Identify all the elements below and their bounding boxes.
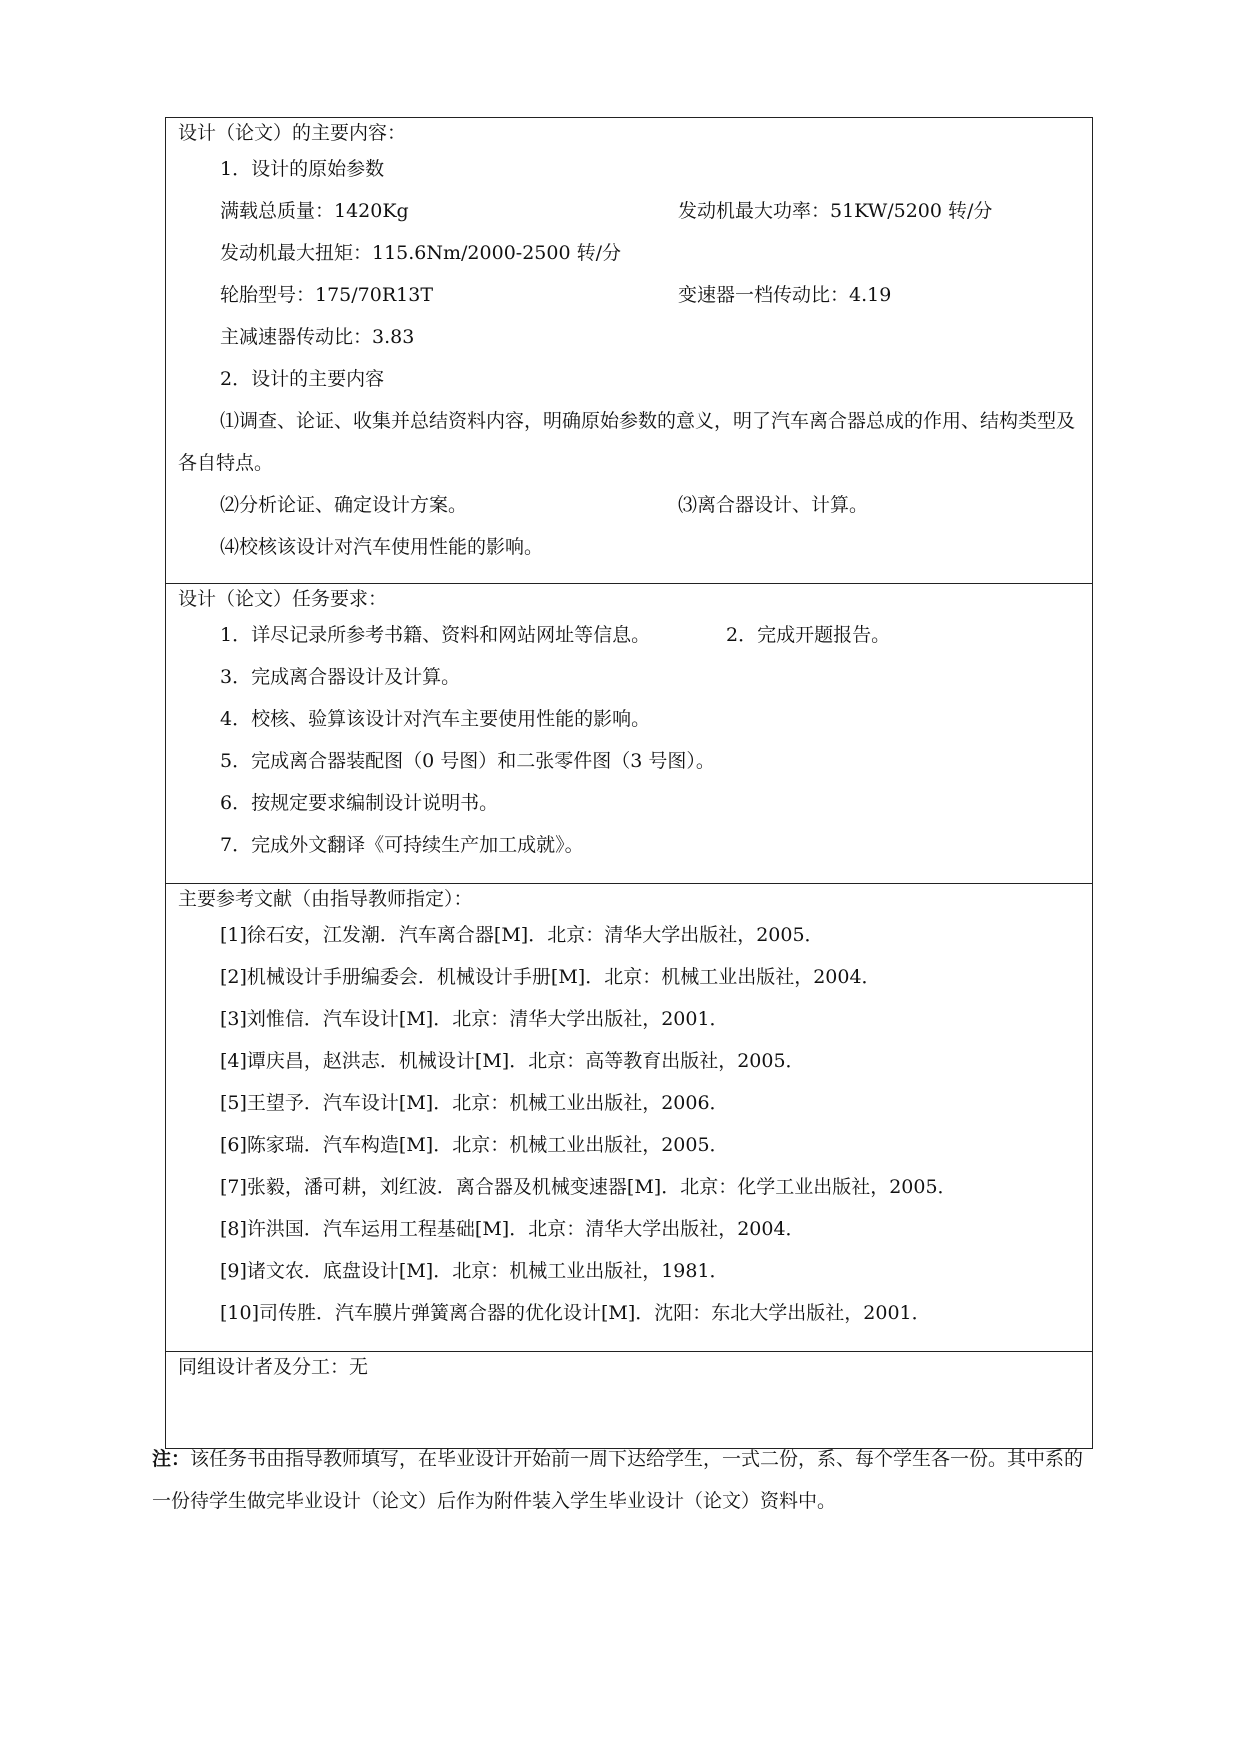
reference-item: [9]诸文农．底盘设计[M]．北京：机械工业出版社，1981． <box>220 1260 729 1282</box>
content-item: ⑷校核该设计对汽车使用性能的影响。 <box>220 536 544 558</box>
group-section <box>166 1352 1092 1448</box>
requirement-item: 7．完成外文翻译《可持续生产加工成就》。 <box>220 834 584 856</box>
param-final-drive: 主减速器传动比：3.83 <box>220 326 415 348</box>
group-text: 同组设计者及分工：无 <box>178 1356 369 1378</box>
requirement-item: 1．详尽记录所参考书籍、资料和网站网址等信息。 <box>220 624 651 646</box>
footnote-text: 该任务书由指导教师填写，在毕业设计开始前一周下达给学生，一式二份，系、每个学生各一份。其中系的一份待学生做完毕业设计（论文）后作为附件装入学生毕业设计（论文）资料中。 <box>152 1448 1084 1512</box>
section-heading: 设计（论文）任务要求： <box>178 588 388 610</box>
reference-item: [6]陈家瑞．汽车构造[M]．北京：机械工业出版社，2005． <box>220 1134 729 1156</box>
reference-item: [3]刘惟信．汽车设计[M]．北京：清华大学出版社，2001． <box>220 1008 729 1030</box>
section-heading: 主要参考文献（由指导教师指定）： <box>178 888 473 910</box>
reference-item: [2]机械设计手册编委会．机械设计手册[M]．北京：机械工业出版社，2004． <box>220 966 881 988</box>
param-max-power: 发动机最大功率：51KW/5200 转/分 <box>678 200 993 222</box>
reference-item: [7]张毅，潘可耕，刘红波．离合器及机械变速器[M]．北京：化学工业出版社，2005． <box>220 1176 957 1198</box>
content-item: ⑵分析论证、确定设计方案。 <box>220 494 468 516</box>
content-title: 2．设计的主要内容 <box>220 368 385 390</box>
content-item: ⑴调查、论证、收集并总结资料内容，明确原始参数的意义，明了汽车离合器总成的作用、结构类型及各自特点。 <box>178 410 1076 474</box>
section-heading: 设计（论文）的主要内容： <box>178 122 407 144</box>
reference-item: [8]许洪国．汽车运用工程基础[M]．北京：清华大学出版社，2004． <box>220 1218 805 1240</box>
param-gear-ratio: 变速器一档传动比：4.19 <box>678 284 892 306</box>
reference-item: [5]王望予．汽车设计[M]．北京：机械工业出版社，2006． <box>220 1092 729 1114</box>
requirement-item: 2．完成开题报告。 <box>726 624 891 646</box>
param-max-torque: 发动机最大扭矩：115.6Nm/2000-2500 转/分 <box>220 242 622 264</box>
footnote <box>152 1438 1092 1522</box>
main-content-section <box>166 118 1092 584</box>
param-row <box>178 274 1080 316</box>
content-item: ⑶离合器设计、计算。 <box>678 494 869 516</box>
references-section <box>166 884 1092 1352</box>
content-item-row <box>178 484 1080 526</box>
requirement-item: 5．完成离合器装配图（0 号图）和二张零件图（3 号图）。 <box>220 750 715 772</box>
requirements-section <box>166 584 1092 884</box>
param-tire: 轮胎型号：175/70R13T <box>220 284 433 306</box>
reference-item: [1]徐石安，江发潮．汽车离合器[M]．北京：清华大学出版社，2005． <box>220 924 824 946</box>
footnote-label: 注： <box>152 1448 191 1470</box>
requirement-row <box>178 614 1080 656</box>
requirement-item: 4．校核、验算该设计对汽车主要使用性能的影响。 <box>220 708 651 730</box>
requirement-item: 6．按规定要求编制设计说明书。 <box>220 792 499 814</box>
requirement-item: 3．完成离合器设计及计算。 <box>220 666 461 688</box>
params-title: 1．设计的原始参数 <box>220 158 385 180</box>
reference-item: [4]谭庆昌，赵洪志．机械设计[M]．北京：高等教育出版社，2005． <box>220 1050 805 1072</box>
param-mass: 满载总质量：1420Kg <box>220 200 409 222</box>
param-row <box>178 190 1080 232</box>
task-table <box>165 117 1093 1449</box>
reference-item: [10]司传胜．汽车膜片弹簧离合器的优化设计[M]．沈阳：东北大学出版社，2001． <box>220 1302 931 1324</box>
